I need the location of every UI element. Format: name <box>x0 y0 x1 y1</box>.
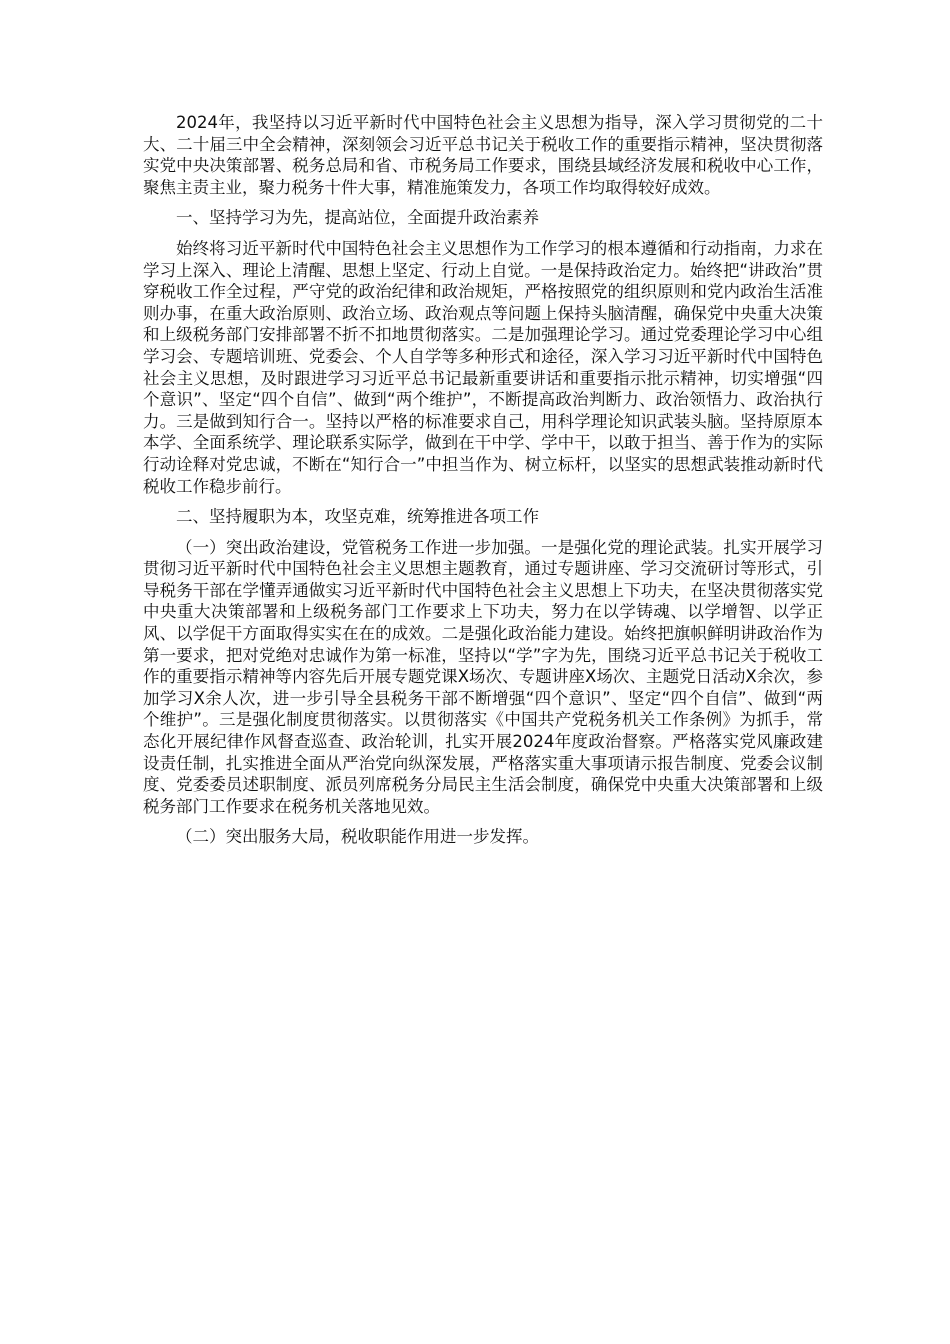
section1-heading: 一、坚持学习为先，提高站位，全面提升政治素养 <box>176 208 539 228</box>
section2-sub1-paragraph: （一）突出政治建设，党管税务工作进一步加强。一是强化党的理论武装。扎实开展学习贯彻习近平新时代中国特色社会主义思想主题教育，通过专题讲座、学习交流研讨等形式，引导税务干部在学懂弄通做实习近平新时代中国特色社会主义思想上下功夫，在坚决贯彻落实党中央重大决策部署和上级税务部门工作要求上下功夫，努力在以学铸魂、以学增智、以学正风、以学促干方面取得实实在在的成效。二是强化政治能力建设。始终把旗帜鲜明讲政治作为第一要求，把对党绝对忠诚作为第一标准，坚持以“学”字为先，围绕习近平总书记关于税收工作的重要指示精神等内容先后开展专题党课X场次、专题讲座X场次、主题党日活动X余次，参加学习X余人次，进一步引导全县税务干部不断增强“四个意识”、坚定“四个自信”、做到“两个维护”。三是强化制度贯彻落实。以贯彻落实《中国共产党税务机关工作条例》为抓手，常态化开展纪律作风督查巡查、政治轮训，扎实开展2024年度政治督察。严格落实党风廉政建设责任制，扎实推进全面从严治党向纵深发展，严格落实重大事项请示报告制度、党委会议制度、党委委员述职制度、派员列席税务分局民主生活会制度，确保党中央重大决策部署和上级税务部门工作要求在税务机关落地见效。 <box>143 537 823 816</box>
section2-heading: 二、坚持履职为本，攻坚克难，统筹推进各项工作 <box>176 507 539 527</box>
section2-sub2-heading: （二）突出服务大局，税收职能作用进一步发挥。 <box>176 827 539 847</box>
section1-paragraph: 始终将习近平新时代中国特色社会主义思想作为工作学习的根本遵循和行动指南，力求在学习上深入、理论上清醒、思想上坚定、行动上自觉。一是保持政治定力。始终把“讲政治”贯穿税收工作全过程，严守党的政治纪律和政治规矩，严格按照党的组织原则和党内政治生活准则办事，在重大政治原则、政治立场、政治观点等问题上保持头脑清醒，确保党中央重大决策和上级税务部门安排部署不折不扣地贯彻落实。二是加强理论学习。通过党委理论学习中心组学习会、专题培训班、党委会、个人自学等多种形式和途径，深入学习习近平新时代中国特色社会主义思想，及时跟进学习习近平总书记最新重要讲话和重要指示批示精神，切实增强“四个意识”、坚定“四个自信”、做到“两个维护”，不断提高政治判断力、政治领悟力、政治执行力。三是做到知行合一。坚持以严格的标准要求自己，用科学理论知识武装头脑。坚持原原本本学、全面系统学、理论联系实际学，做到在干中学、学中干，以敢于担当、善于作为的实际行动诠释对党忠诚，不断在“知行合一”中担当作为、树立标杆，以坚实的思想武装推动新时代税收工作稳步前行。 <box>143 238 823 496</box>
intro-paragraph: 2024年，我坚持以习近平新时代中国特色社会主义思想为指导，深入学习贯彻党的二十大、二十届三中全会精神，深刻领会习近平总书记关于税收工作的重要指示精神，坚决贯彻落实党中央决策部署、税务总局和省、市税务局工作要求，围绕县域经济发展和税收中心工作，聚焦主责主业，聚力税务十件大事，精准施策发力，各项工作均取得较好成效。 <box>143 113 823 197</box>
document-page <box>143 112 823 848</box>
